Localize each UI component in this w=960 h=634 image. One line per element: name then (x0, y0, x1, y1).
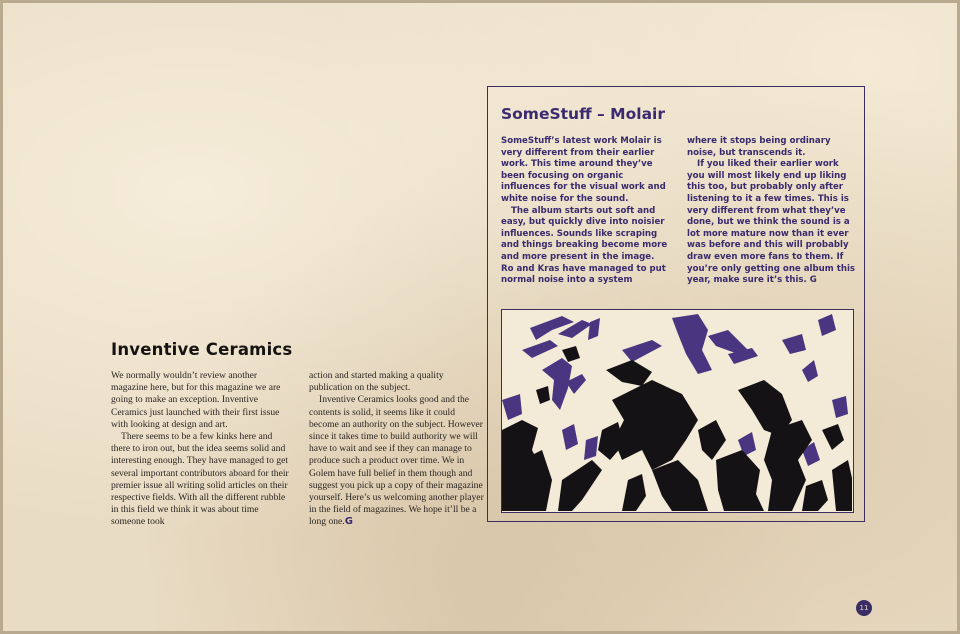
article-column-1 (111, 370, 289, 529)
paragraph: We normally wouldn’t review another magazine here, but for this magazine we are going to make an exception. Inventive Ceramics just launched with their first issue with looking at design and art. (111, 370, 281, 430)
article-columns (111, 370, 491, 529)
article-inventive-ceramics (111, 340, 491, 529)
review-column-2 (687, 136, 855, 287)
paragraph: SomeStuff’s latest work Molair is very different from their earlier work. This time around they’ve been focusing on organic influences for the visual work and white noise for the sound. (501, 136, 666, 204)
review-columns (501, 136, 856, 287)
end-mark: G (809, 275, 817, 286)
paragraph: where it stops being ordinary noise, but transcends it. (687, 136, 831, 158)
review-column-1 (501, 136, 669, 287)
article-somestuff-molair (487, 86, 865, 522)
paragraph: action and started making a quality publication on the subject. (309, 370, 444, 394)
paragraph-text: If you liked their earlier work you will most likely end up liking this too, but probably only after listening to it a few times. This is very different from what they’ve done, but we think the sound is a lot more mature now than it ever was before and this will probably draw even more fans to them. If you’re only getting one album this year, make sure it’s this. (687, 159, 856, 286)
paragraph-text: Inventive Ceramics looks good and the contents is solid, it seems like it could become an authority on the subject. However since it takes time to build authority we will have to wait and see if they can manage to produce such a product over time. We in Golem have full belief in them though and suggest you pick up a copy of their magazine yourself. Here’s us welcoming another player in the field of magazines. We hope it’ll be a long one. (309, 394, 484, 528)
paragraph-with-end-mark (687, 159, 855, 287)
paragraph: There seems to be a few kinks here and there to iron out, but the idea seems solid and interesting enough. They have managed to get several important contributors aboard for their premier issue all writing solid articles on their respective fields. With all the different rubble in this field we think it was about time someone took (111, 431, 289, 528)
page-number-badge: 11 (856, 600, 872, 616)
artwork-svg (502, 310, 852, 511)
end-mark: G (344, 516, 353, 528)
paragraph-with-end-mark (309, 394, 487, 528)
review-title: SomeStuff – Molair (501, 105, 665, 123)
article-title: Inventive Ceramics (111, 340, 293, 359)
abstract-ink-artwork-icon (501, 309, 854, 513)
article-column-2 (309, 370, 487, 529)
paragraph: The album starts out soft and easy, but quickly dive into noisier influences. Sounds like scraping and things breaking become more and more present in the image. Ro and Kras have managed to put normal noise into a system (501, 205, 668, 286)
